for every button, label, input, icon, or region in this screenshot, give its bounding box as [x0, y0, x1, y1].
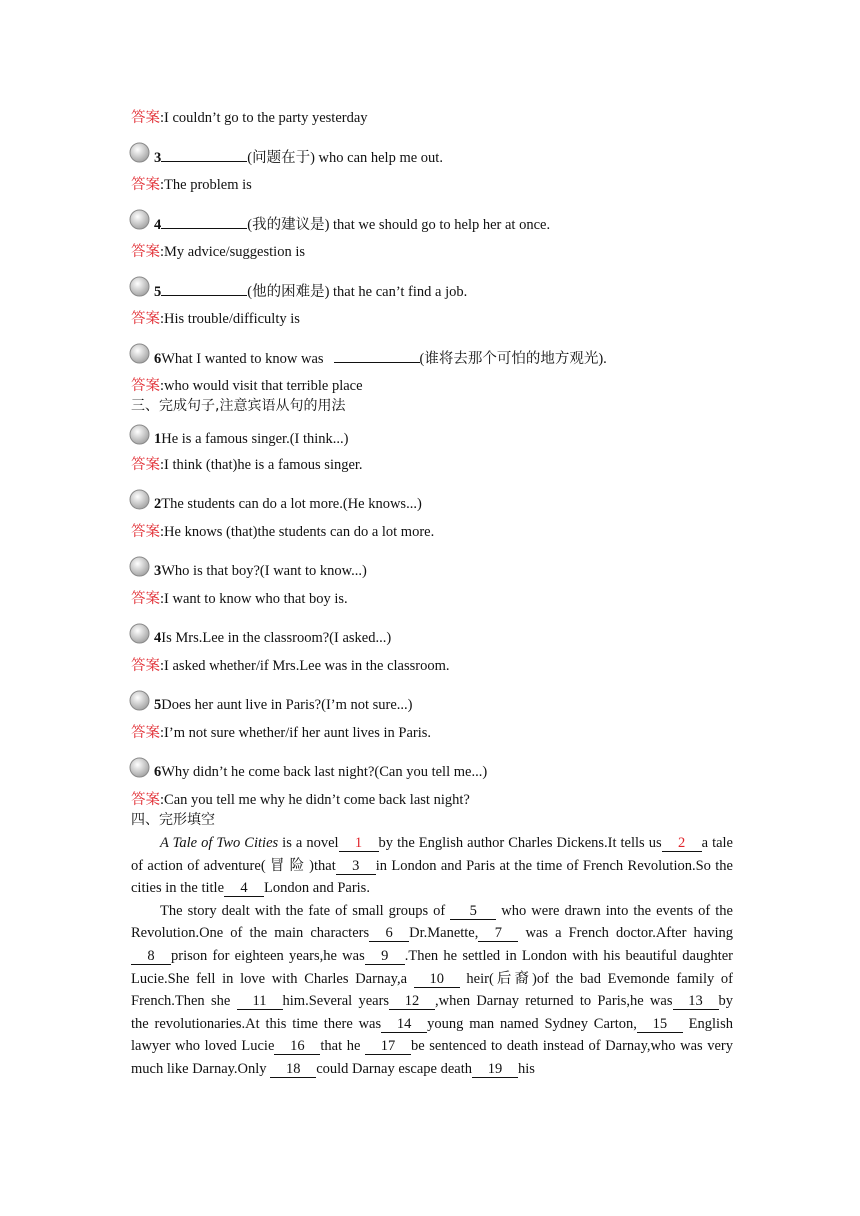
- circle-bullet-icon: [129, 489, 150, 510]
- answer-blank[interactable]: [161, 215, 247, 229]
- blank-6[interactable]: 6: [369, 926, 409, 942]
- question-item: [131, 546, 733, 585]
- question-text: He is a famous singer.(I think...): [161, 431, 349, 447]
- answer-blank[interactable]: [161, 282, 247, 296]
- question-text: (问题在于) who can help me out.: [247, 150, 443, 166]
- answer-label: 答案: [131, 792, 160, 808]
- question-text: Who is that boy?(I want to know...): [161, 563, 367, 579]
- question-number: 5: [154, 697, 162, 713]
- answer-label: 答案: [131, 311, 160, 327]
- question-number: 3: [154, 563, 162, 579]
- worksheet: [131, 104, 733, 1081]
- question-item: [131, 333, 733, 372]
- passage-text: by the English author Charles Dickens.It tells us: [378, 835, 662, 851]
- passage-paragraph: [131, 832, 733, 900]
- circle-bullet-icon: [129, 757, 150, 778]
- section-title: 四、完形填空: [131, 812, 215, 828]
- blank-5[interactable]: 5: [450, 904, 496, 920]
- blank-4[interactable]: 4: [224, 881, 264, 897]
- answer-line: 答案:His trouble/difficulty is: [131, 311, 300, 327]
- blank-16[interactable]: 16: [274, 1039, 320, 1055]
- blank-18[interactable]: 18: [270, 1062, 316, 1078]
- question-text: The students can do a lot more.(He knows...): [161, 496, 422, 512]
- blank-15[interactable]: 15: [637, 1017, 683, 1033]
- answer-text: The problem is: [164, 177, 252, 193]
- answer-label: 答案: [131, 244, 160, 260]
- section-title: 三、完成句子,注意宾语从句的用法: [131, 398, 346, 414]
- blank-17[interactable]: 17: [365, 1039, 411, 1055]
- blank-8[interactable]: 8: [131, 949, 171, 965]
- answer-line: 答案:who would visit that terrible place: [131, 378, 363, 394]
- novel-title: A Tale of Two Cities: [160, 835, 279, 851]
- blank-1[interactable]: 1: [339, 836, 379, 852]
- answer-label: 答案: [131, 524, 160, 540]
- passage-text: be sentenced to death instead of Darnay,who was very much like Darnay.Only: [131, 1038, 733, 1077]
- question-item: [131, 479, 733, 518]
- answer-text: Can you tell me why he didn’t come back last night?: [164, 792, 470, 808]
- circle-bullet-icon: [129, 623, 150, 644]
- answer-text: I couldn’t go to the party yesterday: [164, 110, 368, 126]
- passage-text: Dr.Manette,: [409, 925, 479, 942]
- passage-text: could Darnay escape death: [316, 1060, 472, 1077]
- answer-line: 答案:My advice/suggestion is: [131, 244, 305, 260]
- question-item: [131, 613, 733, 652]
- blank-7[interactable]: 7: [478, 926, 518, 942]
- blank-19[interactable]: 19: [472, 1062, 518, 1078]
- passage-text: prison for eighteen years,he was: [171, 947, 365, 964]
- question-item: [131, 266, 733, 305]
- circle-bullet-icon: [129, 343, 150, 364]
- blank-2[interactable]: 2: [662, 836, 702, 852]
- question-item: [131, 747, 733, 786]
- passage-text: by the revolutionaries.At this time there was: [131, 993, 733, 1032]
- question-text: (我的建议是) that we should go to help her at once.: [247, 217, 551, 233]
- circle-bullet-icon: [129, 424, 150, 445]
- question-number: 3: [154, 150, 162, 166]
- answer-text: I asked whether/if Mrs.Lee was in the classroom.: [164, 658, 450, 674]
- question-text: What I wanted to know was: [161, 351, 324, 367]
- blank-10[interactable]: 10: [414, 972, 460, 988]
- passage-text: him.Several years: [282, 993, 390, 1010]
- answer-text: His trouble/difficulty is: [164, 311, 300, 327]
- passage-text: .Then he settled in London with his beautiful daughter Lucie.She fell in love with Charles Darnay,a: [131, 947, 733, 987]
- passage-text: is a novel: [278, 835, 339, 851]
- answer-text: who would visit that terrible place: [164, 378, 363, 394]
- question-item: [131, 199, 733, 238]
- question-item: [131, 420, 733, 451]
- circle-bullet-icon: [129, 209, 150, 230]
- passage-text: ,when Darnay returned to Paris,he was: [435, 993, 673, 1010]
- passage-text: was a French doctor.After having: [518, 925, 733, 942]
- answer-line: 答案:I think (that)he is a famous singer.: [131, 457, 363, 473]
- passage-paragraph: [131, 900, 733, 1081]
- answer-line: 答案:The problem is: [131, 177, 252, 193]
- blank-13[interactable]: 13: [673, 994, 719, 1010]
- answer-label: 答案: [131, 725, 160, 741]
- passage-text: The story dealt with the fate of small groups of: [160, 902, 451, 919]
- passage-text: English lawyer who loved Lucie: [131, 1015, 733, 1055]
- answer-line: 答案:He knows (that)the students can do a lot more.: [131, 524, 435, 540]
- answer-text: I think (that)he is a famous singer.: [164, 457, 363, 473]
- blank-12[interactable]: 12: [389, 994, 435, 1010]
- question-text: Is Mrs.Lee in the classroom?(I asked...): [161, 630, 392, 646]
- passage-text: young man named Sydney Carton,: [427, 1015, 637, 1032]
- answer-text: I want to know who that boy is.: [164, 591, 348, 607]
- answer-line: 答案:I couldn’t go to the party yesterday: [131, 110, 368, 126]
- passage-text: London and Paris.: [264, 880, 370, 897]
- question-text: Does her aunt live in Paris?(I’m not sure...): [161, 697, 413, 713]
- passage-text: heir(后裔)of the bad Evemonde family of French.Then she: [131, 970, 734, 1010]
- answer-text: He knows (that)the students can do a lot more.: [164, 524, 435, 540]
- passage-text: a tale of action of adventure( 冒 险 )that: [131, 835, 733, 874]
- answer-label: 答案: [131, 457, 160, 473]
- circle-bullet-icon: [129, 276, 150, 297]
- blank-9[interactable]: 9: [365, 949, 405, 965]
- answer-text: I’m not sure whether/if her aunt lives in Paris.: [164, 725, 432, 741]
- circle-bullet-icon: [129, 690, 150, 711]
- question-number: 6: [154, 764, 162, 780]
- question-text: Why didn’t he come back last night?(Can you tell me...): [161, 764, 488, 780]
- answer-blank[interactable]: [334, 349, 420, 363]
- question-number: 4: [154, 630, 162, 646]
- question-number: 2: [154, 496, 162, 512]
- answer-label: 答案: [131, 177, 160, 193]
- passage-text: who were drawn into the events of the Revolution.One of the main characters: [131, 902, 733, 942]
- answer-label: 答案: [131, 378, 160, 394]
- question-number: 4: [154, 217, 162, 233]
- question-number: 6: [154, 351, 162, 367]
- circle-bullet-icon: [129, 142, 150, 163]
- answer-line: 答案:Can you tell me why he didn’t come back last night?: [131, 792, 470, 808]
- answer-line: 答案:I asked whether/if Mrs.Lee was in the classroom.: [131, 658, 450, 674]
- answer-label: 答案: [131, 591, 160, 607]
- question-text: (他的困难是) that he can’t find a job.: [247, 284, 468, 300]
- question-number: 1: [154, 431, 162, 447]
- answer-blank[interactable]: [161, 148, 247, 162]
- answer-text: My advice/suggestion is: [164, 244, 305, 260]
- question-item: [131, 680, 733, 719]
- blank-11[interactable]: 11: [237, 994, 283, 1010]
- passage-text: his: [518, 1060, 535, 1077]
- passage-text: in London and Paris at the time of French Revolution.So the cities in the title: [131, 857, 733, 897]
- answer-line: 答案:I’m not sure whether/if her aunt lives in Paris.: [131, 725, 432, 741]
- passage-text: that he: [320, 1038, 366, 1055]
- question-item: [131, 132, 733, 171]
- circle-bullet-icon: [129, 556, 150, 577]
- answer-label: 答案: [131, 110, 160, 126]
- question-text: (谁将去那个可怕的地方观光).: [419, 351, 607, 367]
- blank-3[interactable]: 3: [336, 859, 376, 875]
- answer-label: 答案: [131, 658, 160, 674]
- blank-14[interactable]: 14: [381, 1017, 427, 1033]
- answer-line: 答案:I want to know who that boy is.: [131, 591, 348, 607]
- question-number: 5: [154, 284, 162, 300]
